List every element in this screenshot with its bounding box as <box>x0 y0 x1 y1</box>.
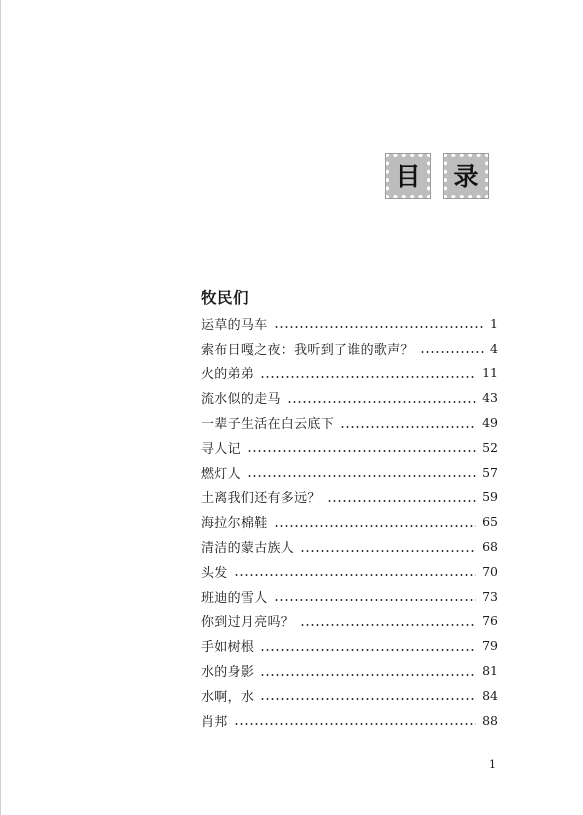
dot-leader <box>274 317 484 329</box>
toc-entry[interactable] <box>201 485 498 510</box>
dot-leader <box>327 491 476 503</box>
toc-entry-page: 43 <box>482 390 498 406</box>
toc-entry-page: 57 <box>482 464 498 480</box>
toc-entry-page: 73 <box>482 588 498 604</box>
dot-leader <box>274 516 477 528</box>
toc-entry[interactable] <box>201 361 498 386</box>
dot-leader <box>260 665 476 677</box>
dot-leader <box>340 417 476 429</box>
dot-leader <box>260 689 476 701</box>
toc-entry[interactable] <box>201 385 498 410</box>
toc-entry-page: 52 <box>482 439 498 455</box>
toc-entry[interactable] <box>201 534 498 559</box>
toc-entry-page: 79 <box>482 638 498 654</box>
title-tile-2 <box>443 153 489 199</box>
toc-entry[interactable] <box>201 559 498 584</box>
toc-entry-title: 运草的马车 <box>201 317 268 333</box>
toc-entry-title: 肖邦 <box>201 714 228 730</box>
dot-leader <box>260 640 476 652</box>
dot-leader <box>247 441 476 453</box>
dot-leader <box>260 367 476 379</box>
toc-entry-page: 11 <box>482 365 498 381</box>
title-char-2: 录 <box>453 161 479 191</box>
dot-leader <box>287 392 476 404</box>
toc-entry-title: 清洁的蒙古族人 <box>201 541 295 557</box>
toc-entry[interactable] <box>201 633 498 658</box>
toc-entry[interactable] <box>201 708 498 733</box>
toc-entry[interactable] <box>201 336 498 361</box>
toc-entry-title: 索布日嘎之夜：我听到了谁的歌声？ <box>201 342 414 358</box>
toc-title <box>385 153 489 199</box>
toc-entry[interactable] <box>201 683 498 708</box>
toc-entry[interactable] <box>201 509 498 534</box>
toc-entry-page: 1 <box>490 315 498 331</box>
dot-leader <box>234 565 476 577</box>
toc-entry[interactable] <box>201 658 498 683</box>
toc-entry-page: 59 <box>482 489 498 505</box>
table-of-contents <box>201 311 498 733</box>
toc-entry[interactable] <box>201 435 498 460</box>
toc-entry[interactable] <box>201 609 498 634</box>
toc-entry-page: 76 <box>482 613 498 629</box>
toc-entry-page: 49 <box>482 415 498 431</box>
toc-entry-page: 84 <box>482 687 498 703</box>
toc-entry[interactable] <box>201 584 498 609</box>
toc-entry-title: 头发 <box>201 565 228 581</box>
toc-entry[interactable] <box>201 410 498 435</box>
section-heading: 牧民们 <box>201 288 250 307</box>
title-tile-1 <box>385 153 431 199</box>
toc-entry[interactable] <box>201 460 498 485</box>
toc-entry-page: 65 <box>482 514 498 530</box>
dot-leader <box>247 466 476 478</box>
toc-entry-title: 寻人记 <box>201 441 241 457</box>
toc-entry-page: 88 <box>482 712 498 728</box>
toc-entry-page: 68 <box>482 539 498 555</box>
dot-leader <box>300 615 476 627</box>
toc-entry-title: 流水似的走马 <box>201 392 281 408</box>
toc-entry-page: 70 <box>482 563 498 579</box>
toc-entry-title: 手如树根 <box>201 640 255 656</box>
dot-leader <box>420 342 484 354</box>
toc-entry-title: 海拉尔棉鞋 <box>201 516 268 532</box>
dot-leader <box>274 590 477 602</box>
toc-entry-title: 火的弟弟 <box>201 367 255 383</box>
toc-entry-title: 一辈子生活在白云底下 <box>201 417 335 433</box>
dot-leader <box>300 541 476 553</box>
toc-entry-title: 土离我们还有多远？ <box>201 491 321 507</box>
toc-entry-title: 水的身影 <box>201 665 255 681</box>
title-char-1: 目 <box>395 161 421 191</box>
page-number: 1 <box>489 758 496 771</box>
toc-entry-title: 水啊，水 <box>201 689 255 705</box>
toc-entry-page: 4 <box>490 340 498 356</box>
toc-entry[interactable] <box>201 311 498 336</box>
toc-entry-title: 燃灯人 <box>201 466 241 482</box>
toc-entry-title: 班迪的雪人 <box>201 590 268 606</box>
dot-leader <box>234 714 476 726</box>
toc-entry-title: 你到过月亮吗？ <box>201 615 295 631</box>
toc-entry-page: 81 <box>482 663 498 679</box>
